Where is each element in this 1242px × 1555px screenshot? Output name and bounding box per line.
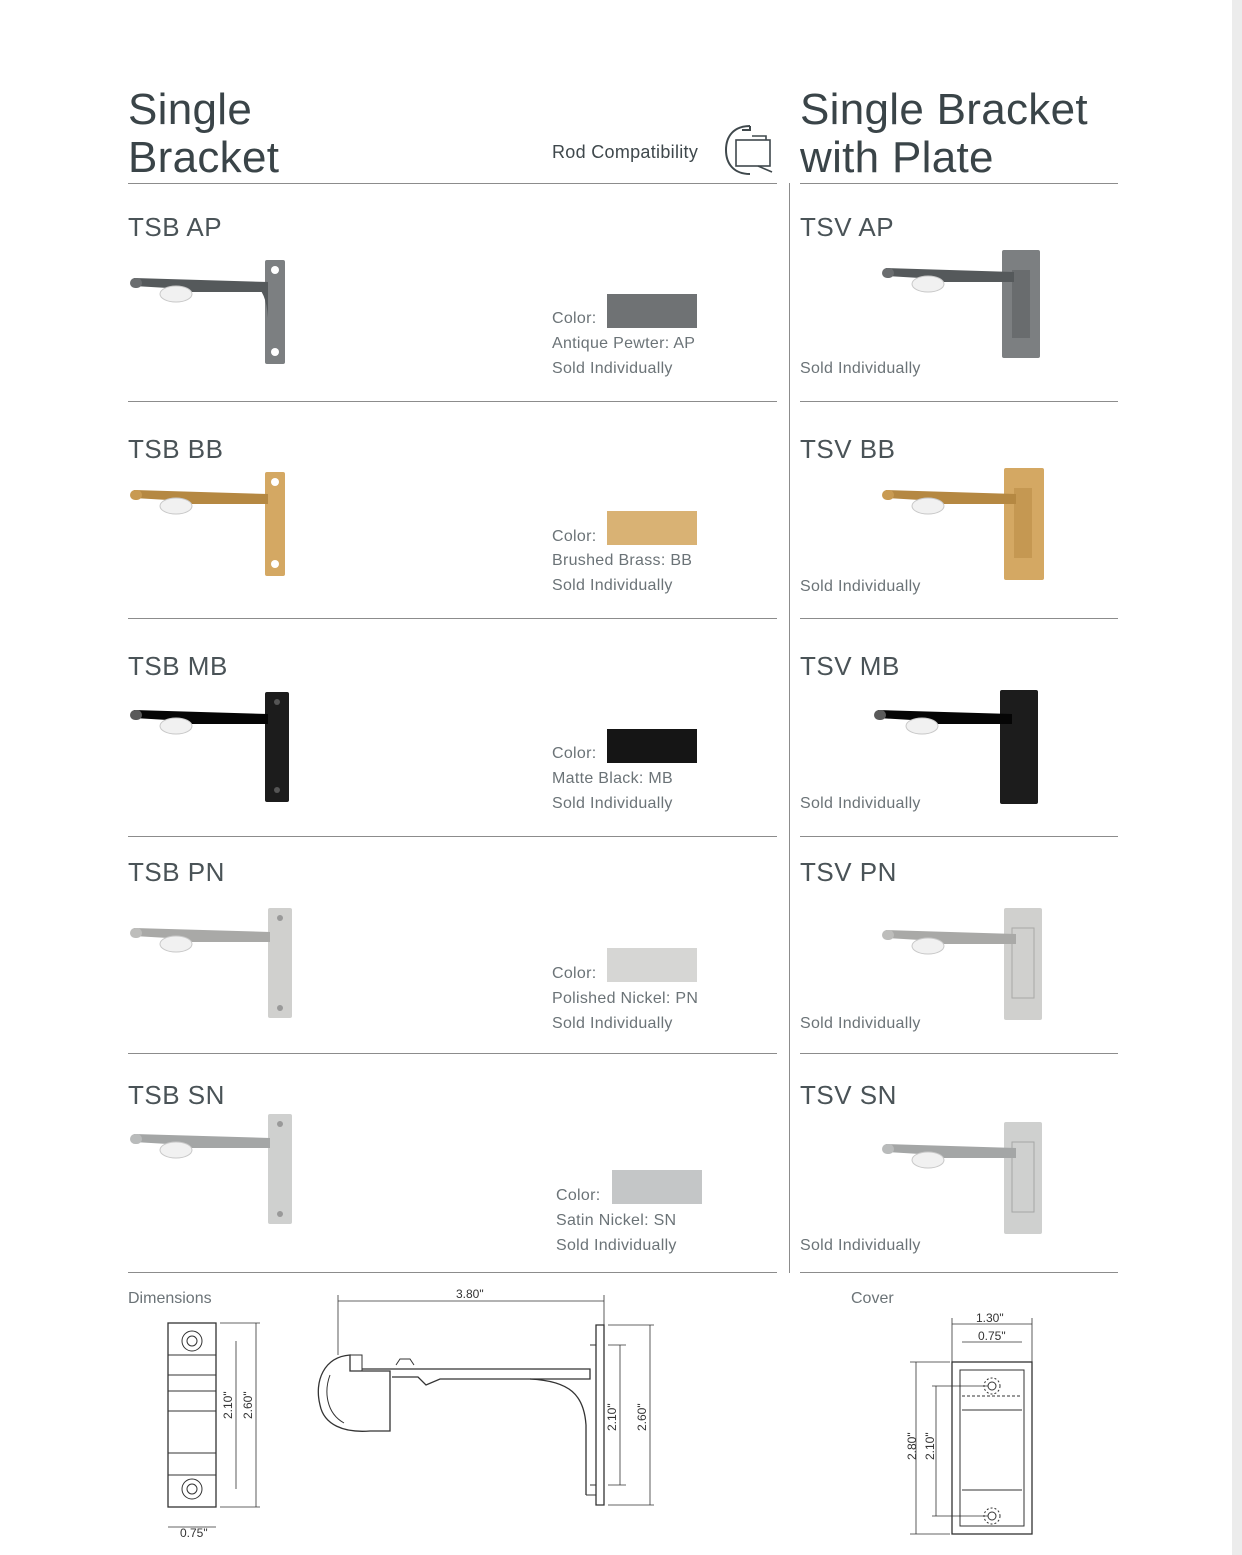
front-view-drawing	[160, 1315, 270, 1545]
right-code: TSV PN	[800, 857, 897, 887]
color-label: Color:	[552, 965, 597, 982]
dim-cover-210: 2.10"	[923, 1432, 937, 1460]
bracket-plate-icon	[880, 246, 1045, 362]
row-rule-left	[128, 1053, 777, 1054]
sold-individually-left: Sold Individually	[552, 1015, 673, 1032]
sold-individually-left: Sold Individually	[552, 795, 673, 812]
right-code: TSV MB	[800, 651, 900, 681]
sold-individually-right: Sold Individually	[800, 795, 921, 812]
right-code: TSV AP	[800, 212, 895, 242]
left-header-rule	[128, 183, 777, 184]
sold-individually-right: Sold Individually	[800, 578, 921, 595]
row-rule-left	[128, 836, 777, 837]
color-label: Color:	[552, 745, 597, 762]
color-name: Matte Black: MB	[552, 770, 673, 787]
dim-length-380: 3.80"	[456, 1287, 484, 1301]
bracket-icon	[128, 690, 298, 805]
color-swatch	[607, 511, 697, 545]
page-edge	[1232, 0, 1242, 1555]
right-code: TSV BB	[800, 434, 896, 464]
dim-cover-130: 1.30"	[976, 1311, 1004, 1325]
color-name: Satin Nickel: SN	[556, 1212, 677, 1229]
bracket-plate-icon	[880, 466, 1045, 584]
left-code: TSB MB	[128, 651, 228, 681]
dim-width-075: 0.75"	[180, 1526, 208, 1540]
color-swatch	[607, 729, 697, 763]
right-heading-line2: with Plate	[800, 133, 994, 182]
color-name: Brushed Brass: BB	[552, 552, 693, 569]
row-rule-right	[800, 1272, 1118, 1273]
cover-label: Cover	[851, 1290, 894, 1307]
row-rule-left	[128, 401, 777, 402]
row-rule-left	[128, 618, 777, 619]
left-code: TSB SN	[128, 1080, 225, 1110]
bracket-plate-icon	[880, 1120, 1045, 1238]
right-header-rule	[800, 183, 1118, 184]
row-rule-right	[800, 836, 1118, 837]
dim-210: 2.10"	[221, 1391, 235, 1419]
bracket-icon	[128, 1112, 298, 1228]
left-code: TSB PN	[128, 857, 225, 887]
color-label: Color:	[556, 1187, 601, 1204]
left-heading-line1: Single	[128, 85, 253, 134]
side-view-drawing	[300, 1285, 670, 1520]
bracket-icon	[128, 906, 298, 1022]
color-swatch	[607, 294, 697, 328]
row-rule-right	[800, 618, 1118, 619]
bracket-plate-icon	[872, 688, 1042, 808]
row-rule-right	[800, 401, 1118, 402]
column-divider	[789, 183, 790, 1273]
sold-individually-left: Sold Individually	[552, 577, 673, 594]
bracket-icon	[128, 470, 298, 582]
sold-individually-left: Sold Individually	[552, 360, 673, 377]
right-code: TSV SN	[800, 1080, 897, 1110]
color-name: Polished Nickel: PN	[552, 990, 699, 1007]
left-heading-line2: Bracket	[128, 133, 280, 182]
rod-profile-icon	[722, 122, 780, 178]
cover-drawing	[900, 1310, 1050, 1545]
color-swatch	[607, 948, 697, 982]
sold-individually-right: Sold Individually	[800, 1237, 921, 1254]
dim-210-side: 2.10"	[605, 1403, 619, 1431]
dim-cover-075: 0.75"	[978, 1329, 1006, 1343]
bracket-icon	[128, 258, 298, 370]
right-heading-line1: Single Bracket	[800, 85, 1088, 134]
color-name: Antique Pewter: AP	[552, 335, 696, 352]
row-rule-left	[128, 1272, 777, 1273]
dim-cover-280: 2.80"	[905, 1432, 919, 1460]
dimensions-label: Dimensions	[128, 1290, 212, 1307]
sold-individually-left: Sold Individually	[556, 1237, 677, 1254]
dim-260-side: 2.60"	[635, 1403, 649, 1431]
left-heading	[128, 86, 279, 182]
dim-260: 2.60"	[241, 1391, 255, 1419]
color-swatch	[612, 1170, 702, 1204]
row-rule-right	[800, 1053, 1118, 1054]
color-label: Color:	[552, 310, 597, 327]
sold-individually-right: Sold Individually	[800, 1015, 921, 1032]
left-code: TSB BB	[128, 434, 224, 464]
rod-compatibility-label: Rod Compatibility	[552, 142, 699, 162]
bracket-plate-icon	[880, 906, 1045, 1024]
sold-individually-right: Sold Individually	[800, 360, 921, 377]
color-label: Color:	[552, 528, 597, 545]
right-heading	[800, 86, 1088, 182]
left-code: TSB AP	[128, 212, 223, 242]
